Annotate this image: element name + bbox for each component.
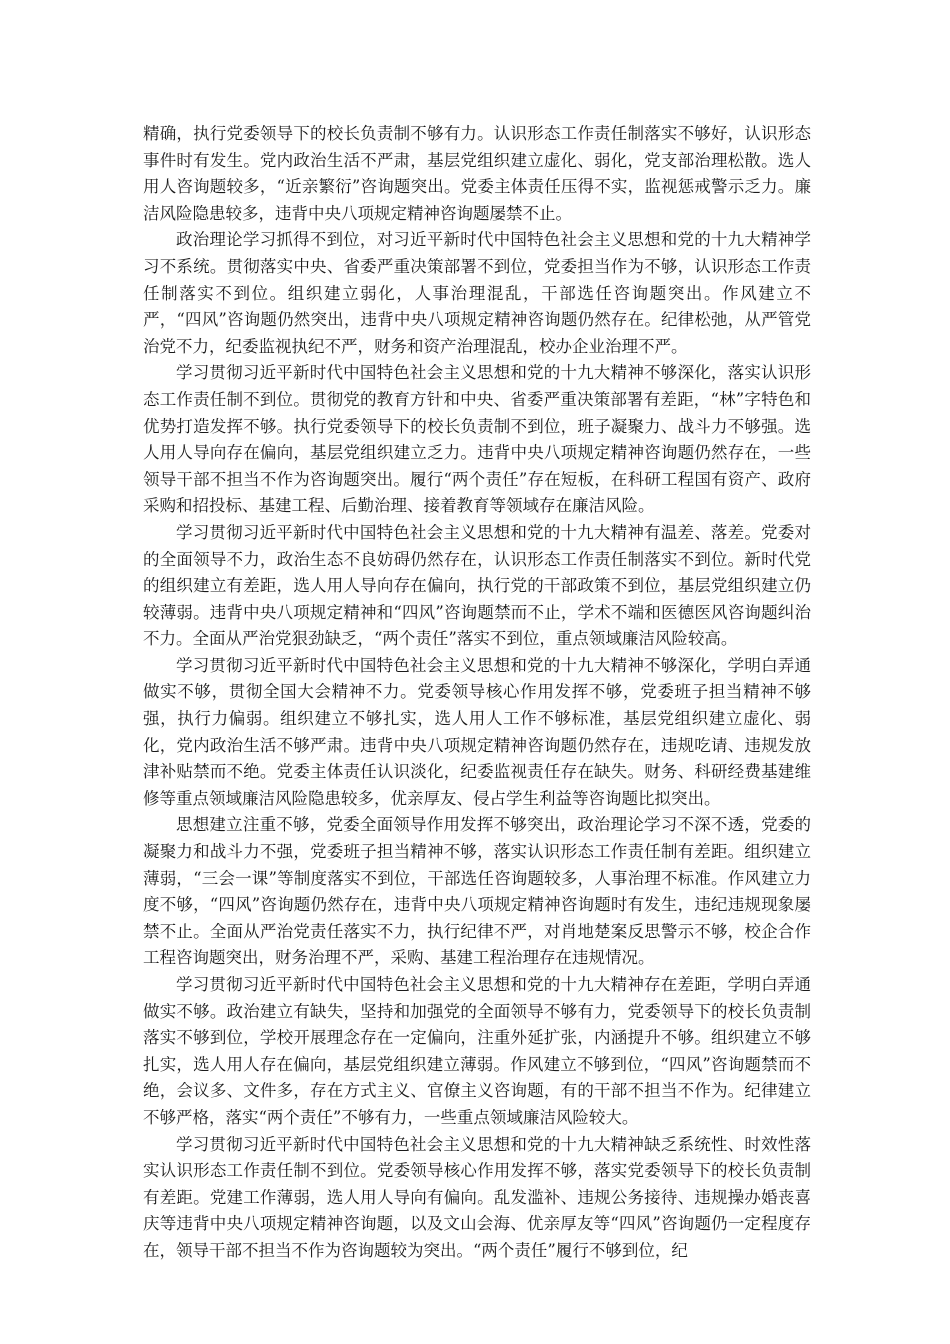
paragraph-7: 学习贯彻习近平新时代中国特色社会主义思想和党的十九大精神存在差距，学明白弄通做实不够。政治建立有缺失，坚持和加强党的全面领导不够有力，党委领导下的校长负责制落实不够到位，学校开展理念存在一定偏向，注重外延扩张，内涵提升不够。组织建立不够扎实，选人用人存在偏向，基层党组织建立薄弱。作风建立不够到位，“四风”咨询题禁而不绝，会议多、文件多，存在方式主义、官僚主义咨询题，有的干部不担当不作为。纪律建立不够严格，落实“两个责任”不够有力，一些重点领域廉洁风险较大。: [143, 975, 811, 1127]
paragraph-6: 思想建立注重不够，党委全面领导作用发挥不够突出，政治理论学习不深不透，党委的凝聚力和战斗力不强，党委班子担当精神不够，落实认识形态工作责任制有差距。组织建立薄弱，“三会一课”等制度落实不到位，干部选任咨询题较多，人事治理不标准。作风建立力度不够，“四风”咨询题仍然存在，违背中央八项规定精神咨询题时有发生，违纪违规现象屡禁不止。全面从严治党责任落实不力，执行纪律不严，对肖地楚案反思警示不够，校企合作工程咨询题突出，财务治理不严，采购、基建工程治理存在违规情况。: [143, 815, 811, 968]
paragraph-4: 学习贯彻习近平新时代中国特色社会主义思想和党的十九大精神有温差、落差。党委对的全面领导不力，政治生态不良妨碍仍然存在，认识形态工作责任制落实不到位。新时代党的组织建立有差距，选人用人导向存在偏向，执行党的干部政策不到位，基层党组织建立仍较薄弱。违背中央八项规定精神和“四风”咨询题禁而不止，学术不端和医德医风咨询题纠治不力。全面从严治党狠劲缺乏，“两个责任”落实不到位，重点领域廉洁风险较高。: [143, 522, 811, 649]
paragraph-2: 政治理论学习抓得不到位，对习近平新时代中国特色社会主义思想和党的十九大精神学习不系统。贯彻落实中央、省委严重决策部署不到位，党委担当作为不够，认识形态工作责任制落实不到位。组织建立弱化，人事治理混乱，干部选任咨询题突出。作风建立不严，“四风”咨询题仍然突出，违背中央八项规定精神咨询题仍然存在。纪律松弛，从严管党治党不力，纪委监视执纪不严，财务和资产治理混乱，校办企业治理不严。: [143, 230, 811, 356]
paragraph-8: 学习贯彻习近平新时代中国特色社会主义思想和党的十九大精神缺乏系统性、时效性落实认识形态工作责任制不到位。党委领导核心作用发挥不够，落实党委领导下的校长负责制有差距。党建工作薄弱，选人用人导向有偏向。乱发滥补、违规公务接待、违规操办婚丧喜庆等违背中央八项规定精神咨询题，以及文山会海、优亲厚友等“四风”咨询题仍一定程度存在，领导干部不担当不作为咨询题较为突出。“两个责任”履行不够到位，纪: [143, 1134, 811, 1260]
document-body: [143, 121, 811, 1265]
paragraph-5: 学习贯彻习近平新时代中国特色社会主义思想和党的十九大精神不够深化，学明白弄通做实不够，贯彻全国大会精神不力。党委领导核心作用发挥不够，党委班子担当精神不够强，执行力偏弱。组织建立不够扎实，选人用人工作不够标准，基层党组织建立虚化、弱化，党内政治生活不够严肃。违背中央八项规定精神咨询题仍然存在，违规吃请、违规发放津补贴禁而不绝。党委主体责任认识淡化，纪委监视责任存在缺失。财务、科研经费基建维修等重点领域廉洁风险隐患较多，优亲厚友、侵占学生利益等咨询题比拟突出。: [143, 655, 811, 808]
paragraph-3: 学习贯彻习近平新时代中国特色社会主义思想和党的十九大精神不够深化，落实认识形态工作责任制不到位。贯彻党的教育方针和中央、省委严重决策部署有差距，“林”字特色和优势打造发挥不够。执行党委领导下的校长负责制不到位，班子凝聚力、战斗力不够强。选人用人导向存在偏向，基层党组织建立乏力。违背中央八项规定精神咨询题仍然存在，一些领导干部不担当不作为咨询题突出。履行“两个责任”存在短板，在科研工程国有资产、政府采购和招投标、基建工程、后勤治理、接着教育等领域存在廉洁风险。: [143, 363, 811, 516]
paragraph-1: 精确，执行党委领导下的校长负责制不够有力。认识形态工作责任制落实不够好，认识形态事件时有发生。党内政治生活不严肃，基层党组织建立虚化、弱化，党支部治理松散。选人用人咨询题较多，“近亲繁衍”咨询题突出。党委主体责任压得不实，监视惩戒警示乏力。廉洁风险隐患较多，违背中央八项规定精神咨询题屡禁不止。: [143, 124, 811, 223]
